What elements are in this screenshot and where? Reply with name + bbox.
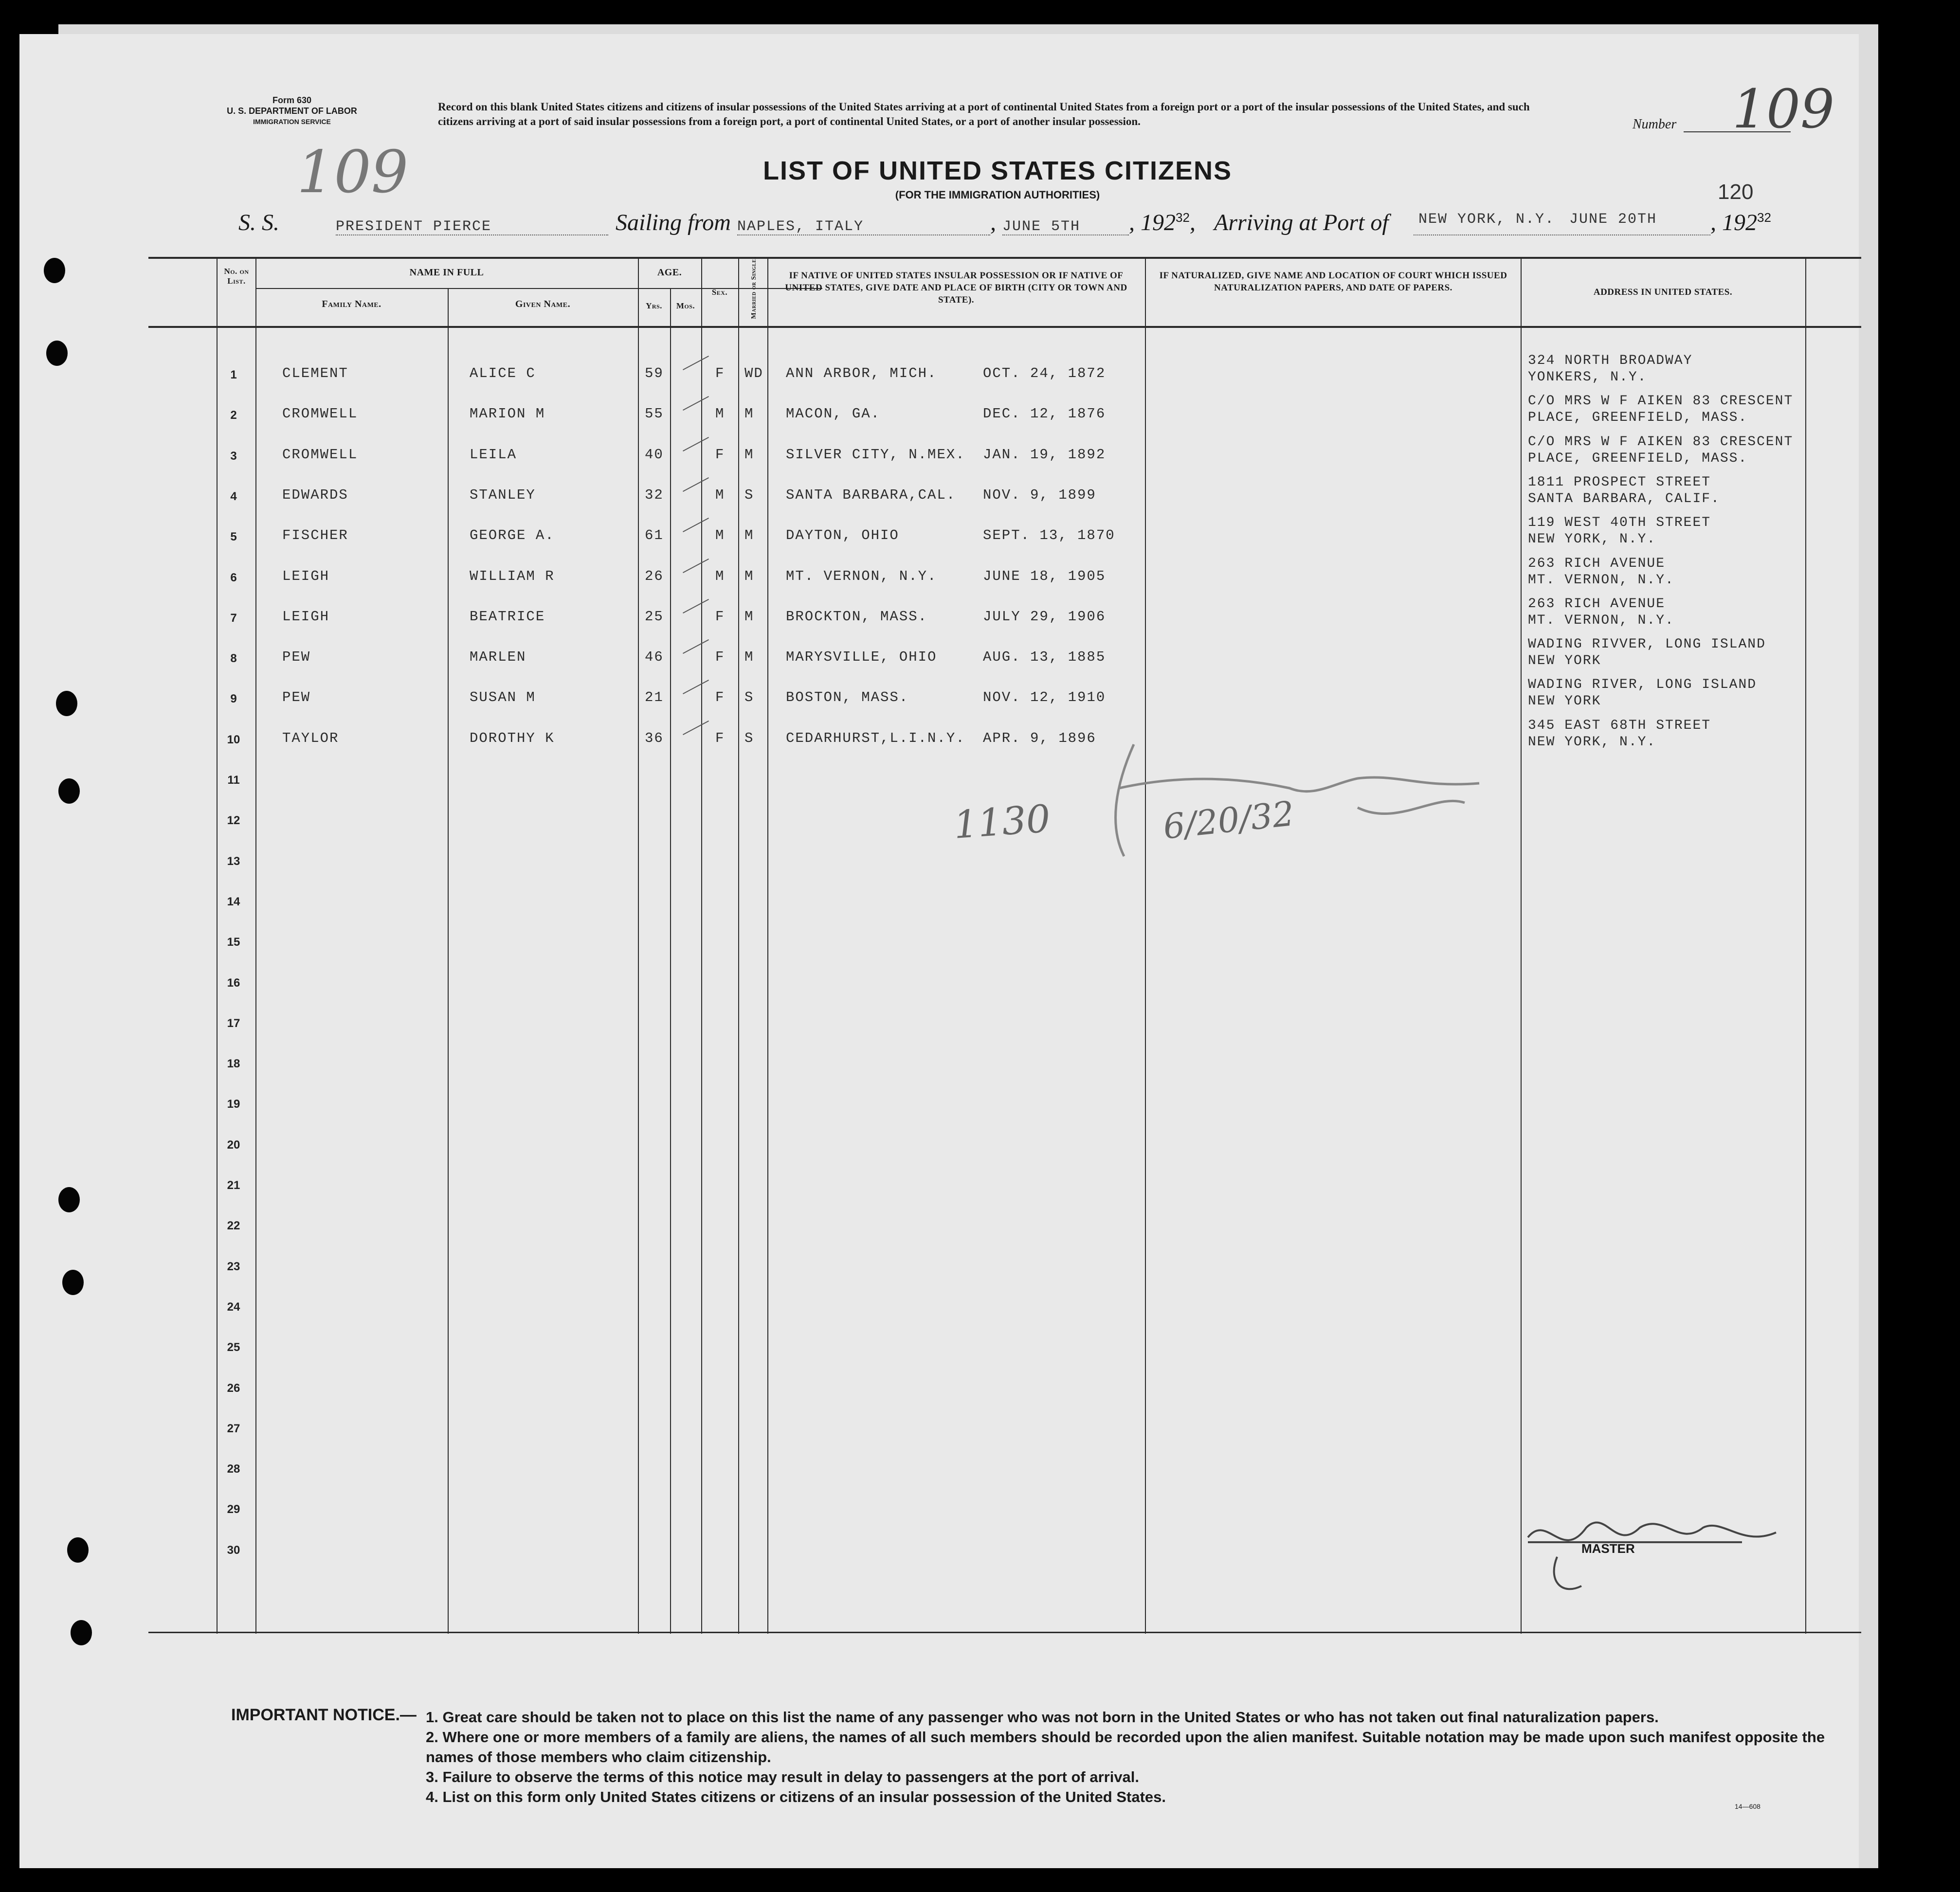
address-line-1: WADING RIVVER, LONG ISLAND: [1528, 637, 1766, 652]
empty-row-number: 13: [227, 854, 240, 868]
col-yrs: Yrs.: [646, 301, 662, 310]
col-family-name: Family Name.: [322, 299, 381, 309]
given-name: BEATRICE: [470, 608, 545, 625]
marital-status: M: [744, 406, 754, 422]
sailing-year: 32: [1176, 210, 1190, 225]
col-no: No. on List.: [224, 267, 249, 286]
master-label: MASTER: [1581, 1541, 1635, 1556]
empty-row-number: 20: [227, 1138, 240, 1152]
sex: M: [715, 406, 725, 422]
birth-date: APR. 9, 1896: [983, 730, 1096, 746]
notice-item-2: 2. Where one or more members of a family are aliens, the names of all such members should be recorded upon the alien manifest. Suitable notation may be made upon such manifest opposite the names of those members who claim citizenship.: [426, 1729, 1825, 1766]
empty-row-number: 11: [227, 774, 240, 787]
birth-date: SEPT. 13, 1870: [983, 527, 1115, 544]
sex: F: [715, 649, 725, 666]
marital-status: M: [744, 568, 754, 584]
row-number: 7: [230, 611, 237, 625]
given-name: WILLIAM R: [470, 568, 555, 584]
inspector-signature: [1105, 730, 1494, 885]
given-name: GEORGE A.: [470, 527, 555, 544]
address-line-2: NEW YORK: [1528, 653, 1601, 669]
marital-status: S: [744, 487, 754, 503]
given-name: LEILA: [470, 446, 517, 463]
family-name: TAYLOR: [282, 730, 339, 746]
birth-place: DAYTON, OHIO: [786, 527, 899, 544]
address-line-2: MT. VERNON, N.Y.: [1528, 572, 1674, 588]
age-years: 59: [645, 365, 664, 381]
sailing-date: JUNE 5TH: [1002, 218, 1081, 235]
col-naturalized: IF NATURALIZED, GIVE NAME AND LOCATION OF COURT WHICH ISSUED NATURALIZATION PAPERS, AND DATE OF PAPERS.: [1159, 270, 1507, 293]
col-sex: Sex.: [711, 288, 728, 297]
birth-date: NOV. 9, 1899: [983, 487, 1096, 503]
arrival-field: [1414, 209, 1710, 235]
birth-date: AUG. 13, 1885: [983, 649, 1106, 666]
sex: M: [715, 527, 725, 544]
punch-hole: [62, 1270, 84, 1295]
birth-place: CEDARHURST,L.I.N.Y.: [786, 730, 965, 746]
empty-row-number: 25: [227, 1341, 240, 1354]
col-mos: Mos.: [676, 301, 695, 310]
department: U. S. DEPARTMENT OF LABOR: [227, 106, 357, 116]
row-number: 8: [230, 652, 237, 666]
given-name: ALICE C: [470, 365, 536, 381]
notice-lead: IMPORTANT NOTICE.—: [231, 1706, 417, 1724]
age-years: 32: [645, 487, 664, 503]
sex: F: [715, 608, 725, 625]
form-identifier: [195, 95, 389, 127]
empty-row-number: 30: [227, 1543, 240, 1557]
record-note: Record on this blank United States citizens and citizens of insular possessions of the United States arriving at a port of continental United States from a foreign port or a port of the insular possessions of the United States, and such citizens arriving at a port of said insular possessions from a foreign port, a port of continental United States, or a port of another insular possession.: [438, 101, 1530, 127]
age-years: 55: [645, 406, 664, 422]
punch-hole: [67, 1537, 89, 1563]
empty-row-number: 24: [227, 1300, 240, 1314]
age-years: 26: [645, 568, 664, 584]
marital-status: S: [744, 689, 754, 706]
page-subtitle: (FOR THE IMMIGRATION AUTHORITIES): [895, 189, 1100, 201]
empty-row-number: 14: [227, 895, 240, 908]
col-given-name: Given Name.: [515, 299, 571, 309]
punch-hole: [46, 341, 68, 366]
given-name: MARLEN: [470, 649, 526, 666]
punch-hole: [44, 258, 65, 283]
notice-item-1: 1. Great care should be taken not to place on this list the name of any passenger who was not born in the United States or who has not taken out final naturalization papers.: [426, 1709, 1659, 1726]
row-number: 9: [230, 692, 237, 706]
row-number: 10: [227, 733, 240, 746]
address-line-2: NEW YORK, N.Y.: [1528, 734, 1656, 750]
row-number: 6: [230, 571, 237, 584]
address-line-2: PLACE, GREENFIELD, MASS.: [1528, 450, 1748, 466]
birth-date: JUNE 18, 1905: [983, 568, 1106, 584]
birth-date: JULY 29, 1906: [983, 608, 1106, 625]
family-name: LEIGH: [282, 608, 330, 625]
arrival-year: 32: [1757, 210, 1771, 225]
address-line-1: 324 NORTH BROADWAY: [1528, 353, 1693, 368]
family-name: CLEMENT: [282, 365, 348, 381]
punch-hole: [71, 1620, 92, 1645]
birth-place: MARYSVILLE, OHIO: [786, 649, 937, 666]
ss-label: S. S.: [238, 210, 279, 235]
family-name: EDWARDS: [282, 487, 348, 503]
marital-status: M: [744, 649, 754, 666]
ship-field: [336, 209, 608, 235]
empty-row-number: 16: [227, 976, 240, 990]
marital-status: M: [744, 527, 754, 544]
row-number: 1: [230, 368, 237, 381]
arriving-label: Arriving at Port of: [1214, 210, 1389, 235]
address-line-2: PLACE, GREENFIELD, MASS.: [1528, 410, 1748, 426]
punch-hole: [56, 691, 77, 716]
notice-item-3: 3. Failure to observe the terms of this notice may result in delay to passengers at the port of arrival.: [426, 1768, 1140, 1785]
birth-place: BOSTON, MASS.: [786, 689, 909, 706]
arrival-date: JUNE 20TH: [1569, 211, 1657, 228]
form-number: Form 630: [272, 95, 312, 105]
sailing-date-field: [1002, 209, 1129, 235]
birth-date: DEC. 12, 1876: [983, 406, 1106, 422]
age-years: 46: [645, 649, 664, 666]
address-line-1: 119 WEST 40TH STREET: [1528, 515, 1711, 531]
birth-date: OCT. 24, 1872: [983, 365, 1106, 381]
birth-place: ANN ARBOR, MICH.: [786, 365, 937, 381]
sex: F: [715, 730, 725, 746]
ship-name: PRESIDENT PIERCE: [336, 218, 492, 235]
arrival-year-prefix: 192: [1722, 210, 1757, 235]
address-line-2: SANTA BARBARA, CALIF.: [1528, 491, 1720, 506]
family-name: PEW: [282, 649, 311, 666]
marital-status: M: [744, 608, 754, 625]
col-name-in-full: NAME IN FULL: [409, 267, 484, 278]
age-years: 36: [645, 730, 664, 746]
handwritten-annotation-date: 6/20/32: [1161, 793, 1296, 847]
master-signature: [1518, 1494, 1791, 1605]
address-line-1: 263 RICH AVENUE: [1528, 596, 1666, 612]
empty-row-number: 21: [227, 1179, 240, 1192]
sex: F: [715, 689, 725, 706]
row-number: 3: [230, 449, 237, 463]
address-line-1: 345 EAST 68TH STREET: [1528, 718, 1711, 733]
family-name: CROMWELL: [282, 446, 358, 463]
empty-row-number: 15: [227, 936, 240, 949]
sailing-label: Sailing from: [616, 210, 731, 235]
handwritten-annotation-1130: 1130: [952, 797, 1052, 847]
marital-status: S: [744, 730, 754, 746]
birth-place: SILVER CITY, N.MEX.: [786, 446, 965, 463]
punch-hole: [58, 778, 80, 804]
sex: M: [715, 487, 725, 503]
empty-row-number: 18: [227, 1057, 240, 1071]
sailing-port-field: [737, 209, 990, 235]
sex: F: [715, 446, 725, 463]
address-line-1: 1811 PROSPECT STREET: [1528, 474, 1711, 490]
family-name: PEW: [282, 689, 311, 706]
age-years: 25: [645, 608, 664, 625]
address-line-2: MT. VERNON, N.Y.: [1528, 613, 1674, 628]
empty-row-number: 23: [227, 1260, 240, 1273]
service: IMMIGRATION SERVICE: [253, 118, 331, 126]
col-address: ADDRESS IN UNITED STATES.: [1593, 287, 1733, 297]
empty-row-number: 12: [227, 814, 240, 828]
sailing-year-prefix: 192: [1141, 210, 1176, 235]
address-line-1: C/O MRS W F AIKEN 83 CRESCENT: [1528, 434, 1794, 450]
address-line-2: YONKERS, N.Y.: [1528, 370, 1647, 385]
birth-place: BROCKTON, MASS.: [786, 608, 928, 625]
birth-date: JAN. 19, 1892: [983, 446, 1106, 463]
handwritten-number: 109: [1732, 78, 1834, 140]
empty-row-number: 28: [227, 1462, 240, 1476]
given-name: DOROTHY K: [470, 730, 555, 746]
row-number: 2: [230, 409, 237, 422]
age-years: 61: [645, 527, 664, 544]
notice-item-4: 4. List on this form only United States citizens or citizens of an insular possession of the United States.: [426, 1788, 1166, 1805]
address-line-1: C/O MRS W F AIKEN 83 CRESCENT: [1528, 394, 1794, 409]
age-years: 21: [645, 689, 664, 706]
marital-status: M: [744, 446, 754, 463]
address-line-1: WADING RIVER, LONG ISLAND: [1528, 677, 1757, 693]
sex: F: [715, 365, 725, 381]
given-name: STANLEY: [470, 487, 536, 503]
empty-row-number: 29: [227, 1503, 240, 1516]
punch-hole: [58, 1187, 80, 1212]
birth-place: MACON, GA.: [786, 406, 881, 422]
row-number: 4: [230, 489, 237, 503]
sheet-number: 120: [1718, 180, 1754, 204]
page-title: LIST OF UNITED STATES CITIZENS: [763, 156, 1232, 185]
address-line-1: 263 RICH AVENUE: [1528, 556, 1666, 571]
number-label: Number: [1633, 117, 1677, 132]
marital-status: WD: [744, 365, 763, 381]
print-code: 14—608: [1735, 1802, 1760, 1810]
birth-date: NOV. 12, 1910: [983, 689, 1106, 706]
row-number: 5: [230, 530, 237, 544]
family-name: CROMWELL: [282, 406, 358, 422]
birth-place: SANTA BARBARA,CAL.: [786, 487, 956, 503]
col-age: AGE.: [657, 267, 682, 278]
arrival-port: NEW YORK, N.Y.: [1418, 211, 1555, 228]
col-native: IF NATIVE OF UNITED STATES INSULAR POSSESSION OR IF NATIVE OF UNITED STATES, GIVE DATE AND PLACE OF BIRTH (CITY OR TOWN AND STATE).: [785, 270, 1127, 305]
given-name: SUSAN M: [470, 689, 536, 706]
address-line-2: NEW YORK: [1528, 694, 1601, 709]
handwritten-left-number: 109: [297, 139, 409, 206]
empty-row-number: 22: [227, 1219, 240, 1233]
col-married: Married or Single.: [750, 257, 758, 319]
given-name: MARION M: [470, 406, 545, 422]
age-years: 40: [645, 446, 664, 463]
empty-row-number: 26: [227, 1381, 240, 1395]
sailing-port: NAPLES, ITALY: [737, 218, 864, 235]
empty-row-number: 17: [227, 1016, 240, 1030]
address-line-2: NEW YORK, N.Y.: [1528, 532, 1656, 547]
empty-row-number: 27: [227, 1422, 240, 1435]
family-name: LEIGH: [282, 568, 330, 584]
sex: M: [715, 568, 725, 584]
birth-place: MT. VERNON, N.Y.: [786, 568, 937, 584]
family-name: FISCHER: [282, 527, 348, 544]
empty-row-number: 19: [227, 1098, 240, 1111]
